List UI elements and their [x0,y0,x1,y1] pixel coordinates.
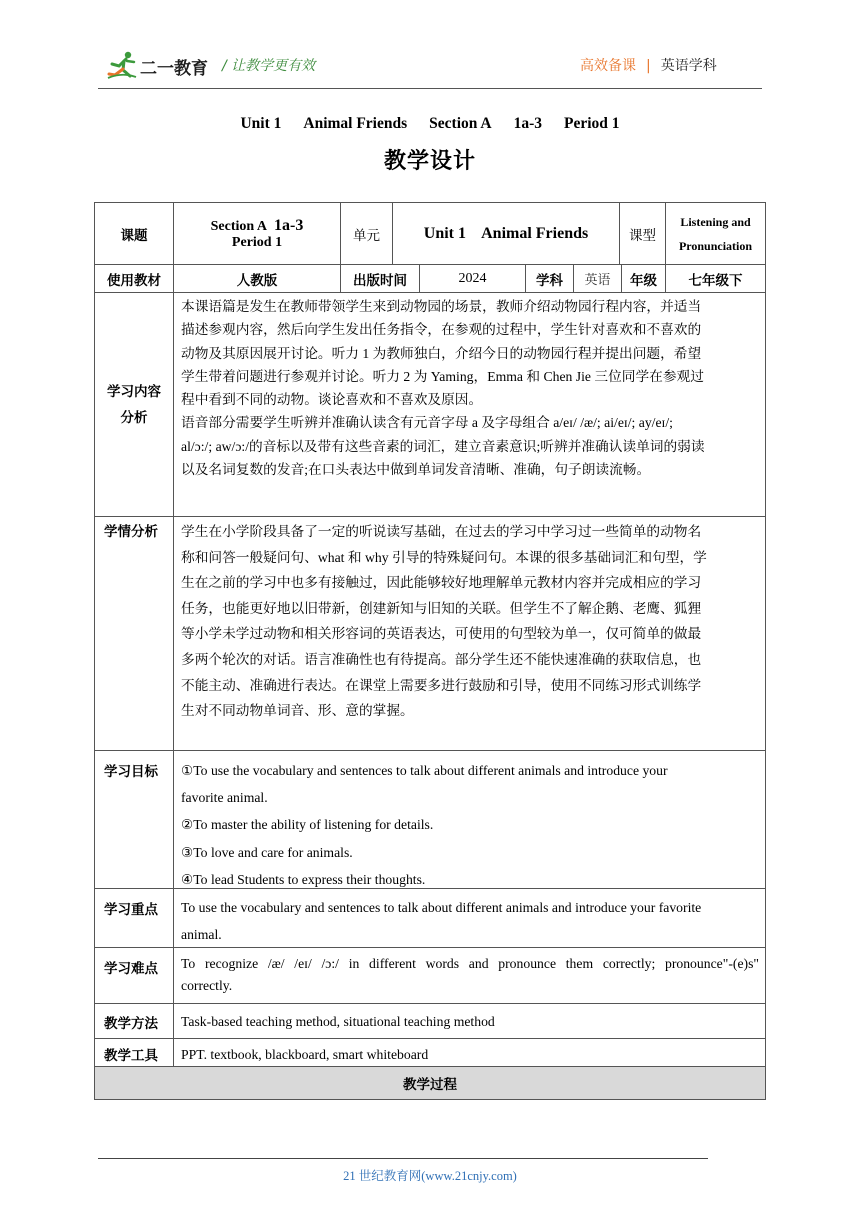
topic-period: Period 1 [231,234,283,250]
tools-label: 教学工具 [94,1038,174,1067]
lesson-type-line1: Listening and [680,214,751,229]
title-unit-name: Animal Friends [303,115,408,132]
page-header [0,0,860,100]
topic-section: Section A [210,218,268,234]
difficulties-text [173,947,766,1004]
footer-divider [98,1158,708,1159]
topic-line1 [211,217,304,235]
header-divider [98,88,762,89]
learner-line: 生在之前的学习中也多有接触过，因此能够较好地理解单元教材内容并完成相应的学习 [181,575,702,591]
objective-line: favorite animal. [181,790,268,806]
tools-text: PPT. textbook, blackboard, smart whiteboard [173,1038,766,1067]
learner-line: 生对不同动物单词音、形、意的掌握。 [181,703,414,719]
title-part: 1a-3 [513,115,543,132]
topic-label: 课题 [94,202,174,265]
learner-line: 任务，也能更好地以旧带新，创建新知与旧知的关联。但学生不了解企鹅、老鹰、狐狸 [181,600,702,616]
running-figure-icon [106,50,138,80]
lesson-title [0,115,860,133]
grade-value: 七年级下 [665,264,766,293]
learner-line: 不能主动、准确进行表达。在课堂上需要多进行鼓励和引导，使用不同练习形式训练学 [181,677,702,693]
objective-line: ②To master the ability of listening for details. [181,817,434,833]
content-analysis-label-line1: 学习内容 [107,383,161,400]
learner-line: 称和问答一般疑问句、what 和 why 引导的特殊疑问句。本课的很多基础词汇和句型，学 [181,549,707,565]
content-line: al/ɔ:/; aw/ɔ:/的音标以及带有这些音素的词汇，建立音素意识;听辨并准确认读单词的弱读 [181,438,705,454]
textbook-value: 人教版 [173,264,341,293]
unit-label: 单元 [340,202,393,265]
header-subject [580,55,717,75]
publish-time-label: 出版时间 [340,264,420,293]
teaching-process-header: 教学过程 [94,1066,766,1100]
content-analysis-label [94,292,174,517]
key-point-line: animal. [181,927,222,942]
learner-line: 学生在小学阶段具备了一定的听说读写基础，在过去的学习中学习过一些简单的动物名 [181,524,702,539]
objective-line: ①To use the vocabulary and sentences to talk about different animals and introduce your [181,763,668,778]
title-section: Section A [429,115,492,132]
topic-value [173,202,341,265]
header-separator: | [646,58,651,74]
content-line: 学生带着问题进行参观并讨论。听力 2 为 Yaming，Emma 和 Chen Jie 三位同学在参观过 [181,368,704,384]
publish-time-value: 2024 [419,264,526,293]
header-label-subject: 英语学科 [660,58,717,74]
learner-analysis-label: 学情分析 [94,516,174,751]
objective-line: ④To lead Students to express their thoughts. [181,871,426,887]
methods-text: Task-based teaching method, situational teaching method [173,1003,766,1039]
objective-line: ③To love and care for animals. [181,844,353,860]
grade-label: 年级 [621,264,666,293]
footer-link[interactable]: 21 世纪教育网(www.21cnjy.com) [343,1169,517,1183]
key-point-line: To use the vocabulary and sentences to talk about different animals and introduce your favorite [181,900,702,915]
content-line: 动物及其原因展开讨论。听力 1 为教师独白，介绍今日的动物园行程并提出问题，希望 [181,345,702,361]
content-line: 描述参观内容，然后向学生发出任务指令，在参观的过程中，学生针对喜欢和不喜欢的 [181,322,702,338]
textbook-label: 使用教材 [94,264,174,293]
objectives-text [173,750,766,889]
subject-value: 英语 [573,264,622,293]
difficulties-label: 学习难点 [94,947,174,1004]
content-analysis-text [173,292,766,517]
document-type-title: 教学设计 [383,149,476,174]
difficulty-line: To recognize /æ/ /eɪ/ /ɔ:/ in different words and pronounce them correctly; pronounce"-(e)s" [181,956,759,971]
lesson-plan-table [94,202,766,1099]
header-label-prep: 高效备课 [580,58,636,74]
title-unit: Unit 1 [240,115,282,132]
subject-label: 学科 [525,264,574,293]
content-line: 程中看到不同的动物。谈论喜欢和不喜欢及原因。 [181,392,483,408]
content-line: 语音部分需要学生听辨并准确认读含有元音字母 a 及字母组合 a/eɪ/ /æ/; ai/eɪ/; ay/eɪ/; [181,415,673,431]
logo-text: 二一教育 [140,59,208,79]
methods-label: 教学方法 [94,1003,174,1039]
lesson-type-value [665,202,766,265]
unit-value: Unit 1 Animal Friends [392,202,620,265]
logo [106,50,214,80]
learner-line: 等小学未学过动物和相关形容词的英语表达，可使用的句型较为单一，仅可简单的做最 [181,626,702,642]
title-period: Period 1 [564,115,620,132]
key-points-text [173,888,766,948]
lesson-type-line2: Pronunciation [678,238,753,253]
slogan: / 让教学更有效 [222,58,316,74]
learner-line: 多两个轮次的对话。语言准确性也有待提高。部分学生还不能快速准确的获取信息，也 [181,651,702,667]
key-points-label: 学习重点 [94,888,174,948]
content-line: 以及名词复数的发音;在口头表达中做到单词发音清晰、准确，句子朗读流畅。 [181,462,651,478]
content-line: 本课语篇是发生在教师带领学生来到动物园的场景，教师介绍动物园行程内容，并适当 [181,299,702,314]
objectives-label: 学习目标 [94,750,174,889]
lesson-type-label: 课型 [619,202,666,265]
topic-part: 1a-3 [274,216,304,234]
content-analysis-label-line2: 分析 [120,409,148,426]
learner-analysis-text [173,516,766,751]
difficulty-line: correctly. [181,978,233,993]
